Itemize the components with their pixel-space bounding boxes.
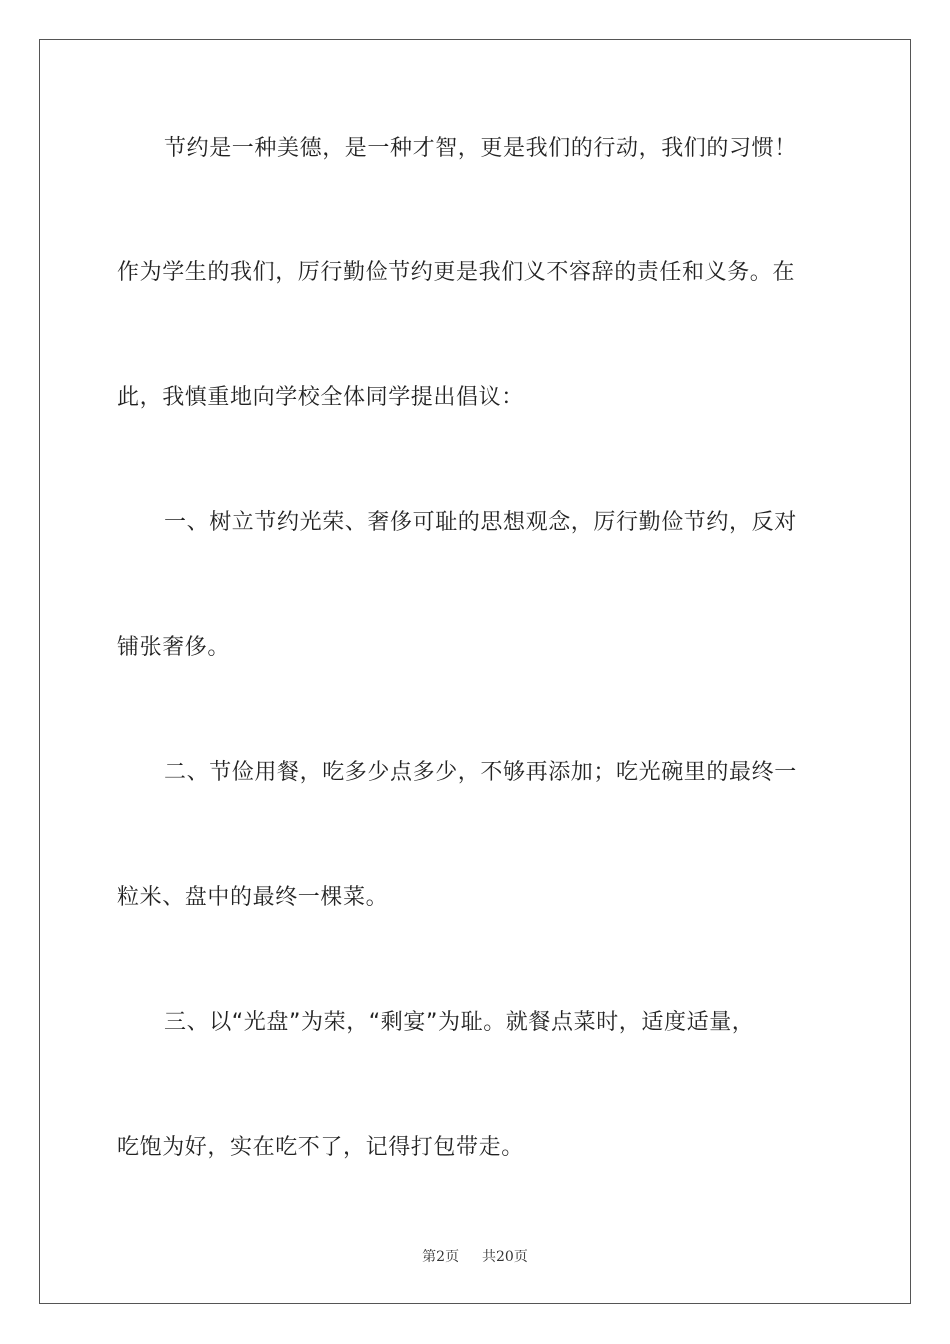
page-number: 第2页 bbox=[422, 1249, 460, 1265]
text-line-9: 吃饱为好，实在吃不了，记得打包带走。 bbox=[117, 1135, 524, 1160]
text-line-3: 此，我慎重地向学校全体同学提出倡议： bbox=[117, 385, 524, 410]
text-line-8: 三、以“光盘”为荣，“剩宴”为耻。就餐点菜时，适度适量， bbox=[164, 1010, 755, 1035]
text-line-1: 节约是一种美德，是一种才智，更是我们的行动，我们的习惯！ bbox=[164, 136, 797, 161]
page-total: 共20页 bbox=[482, 1249, 528, 1265]
text-line-2: 作为学生的我们，厉行勤俭节约更是我们义不容辞的责任和义务。在 bbox=[117, 260, 796, 285]
text-line-4: 一、树立节约光荣、奢侈可耻的思想观念，厉行勤俭节约，反对 bbox=[164, 510, 797, 535]
page-frame bbox=[39, 39, 911, 1304]
page-footer bbox=[0, 1246, 950, 1266]
text-line-5: 铺张奢侈。 bbox=[117, 635, 231, 660]
text-line-6: 二、节俭用餐，吃多少点多少，不够再添加；吃光碗里的最终一 bbox=[164, 760, 797, 785]
text-line-7: 粒米、盘中的最终一棵菜。 bbox=[117, 885, 389, 910]
